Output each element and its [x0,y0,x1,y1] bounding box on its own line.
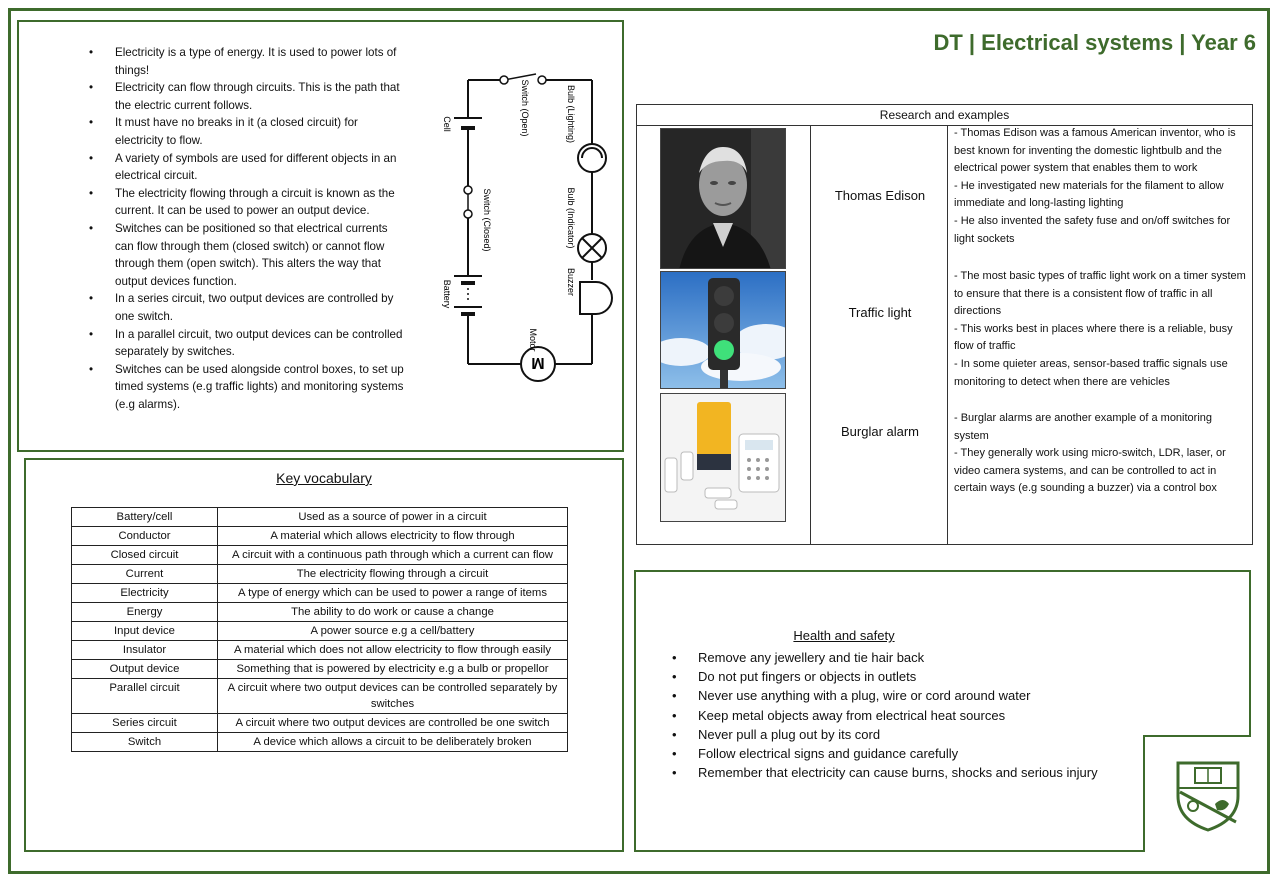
vocab-table [71,507,568,752]
table-row [72,603,568,622]
school-crest-icon [1175,760,1241,832]
table-row [72,527,568,546]
table-row [72,660,568,679]
facts-list [89,44,409,413]
fact-item: • In a parallel circuit, two output devices can be controlled separately by switches. [89,326,409,361]
table-row [72,733,568,752]
motor-letter: M [531,354,545,371]
vocab-panel [24,458,624,852]
closed-switch-symbol [464,186,472,218]
vocab-term: Battery/cell [72,508,218,527]
vocab-term: Switch [72,733,218,752]
vocab-definition: A device which allows a circuit to be deliberately broken [218,733,568,752]
buzzer-symbol [580,282,612,314]
table-row [72,641,568,660]
list-item: • Never use anything with a plug, wire or cord around water [672,686,1098,705]
table-row [72,565,568,584]
vocab-term: Closed circuit [72,546,218,565]
vocab-definition: A material which allows electricity to flow through [218,527,568,546]
battery-label: Battery [442,279,452,309]
fact-item: • Switches can be positioned so that electrical currents can flow through them (closed switch) or cannot flow through them (open switch). This alters the way that output devices function. [89,220,409,290]
research-name: Burglar alarm [840,424,920,439]
vocab-definition: A type of energy which can be used to power a range of items [218,584,568,603]
table-row [72,679,568,714]
research-heading: Research and examples [637,105,1252,126]
vocab-definition: A material which does not allow electricity to flow through easily [218,641,568,660]
bulb-indicator-symbol [578,234,606,262]
switch-open-label: Switch (Open) [520,79,530,137]
fact-item: • The electricity flowing through a circuit is known as the current. It can be used to power an output device. [89,185,409,220]
bulb-lighting-label: Bulb (Lighting) [566,84,576,144]
vocab-term: Insulator [72,641,218,660]
cell-symbol [454,118,482,128]
fact-item: • Switches can be used alongside control boxes, to set up timed systems (e.g traffic lights) and monitoring systems (e.g alarms). [89,361,409,414]
vocab-term: Parallel circuit [72,679,218,714]
vocab-term: Input device [72,622,218,641]
list-item: • Never pull a plug out by its cord [672,725,1098,744]
research-table [636,104,1253,545]
fact-item: • Electricity is a type of energy. It is used to power lots of things! [89,44,409,79]
table-row [72,546,568,565]
vocab-term: Conductor [72,527,218,546]
research-name: Traffic light [848,305,912,320]
health-list [672,648,1098,782]
vocab-term: Current [72,565,218,584]
vocab-definition: A circuit where two output devices are controlled be one switch [218,714,568,733]
table-row [72,714,568,733]
research-description: - Burglar alarms are another example of a monitoring system - They generally work using micro-switch, LDR, laser, or video camera systems, and can be controlled to act in certain ways (e.g sounding a buzzer) via a control box [954,412,1226,495]
research-name: Thomas Edison [834,188,926,203]
vocab-title: Key vocabulary [276,470,372,486]
list-item: • Remember that electricity can cause burns, shocks and serious injury [672,763,1098,782]
table-row [72,508,568,527]
buzzer-label: Buzzer [566,267,576,297]
list-item: • Remove any jewellery and tie hair back [672,648,1098,667]
health-safety-panel [634,570,1252,852]
research-description: - The most basic types of traffic light work on a timer system to ensure that there is a consistent flow of traffic in all directions - This works best in places where there is a reliable, busy flow of traffic - In some quieter areas, sensor-based traffic signals use monitoring to detect when there are vehicles [954,270,1246,388]
bulb-lighting-symbol [578,144,606,172]
battery-symbol [454,276,482,314]
health-title: Health and safety [793,628,895,643]
vocab-definition: A circuit where two output devices can be controlled separately by switches [218,679,568,714]
vocab-definition: The ability to do work or cause a change [218,603,568,622]
burglar-alarm-photo [660,393,786,522]
vocab-term: Energy [72,603,218,622]
fact-item: • It must have no breaks in it (a closed circuit) for electricity to flow. [89,114,409,149]
table-row [72,622,568,641]
facts-panel [17,20,624,452]
circuit-diagram [424,68,624,388]
vocab-definition: A circuit with a continuous path through which a current can flow [218,546,568,565]
traffic-light-photo [660,271,786,389]
cell-label: Cell [442,116,452,132]
switch-closed-label: Switch (Closed) [482,188,492,252]
fact-item: • A variety of symbols are used for different objects in an electrical circuit. [89,150,409,185]
vocab-definition: The electricity flowing through a circuit [218,565,568,584]
edison-photo [660,128,786,269]
vocab-definition: Used as a source of power in a circuit [218,508,568,527]
vocab-definition: Something that is powered by electricity e.g a bulb or propellor [218,660,568,679]
vocab-term: Electricity [72,584,218,603]
vocab-definition: A power source e.g a cell/battery [218,622,568,641]
fact-item: • Electricity can flow through circuits. This is the path that the electric current follows. [89,79,409,114]
vocab-term: Output device [72,660,218,679]
motor-label: Motor [528,328,538,352]
list-item: • Do not put fingers or objects in outlets [672,667,1098,686]
research-description: - Thomas Edison was a famous American inventor, who is best known for inventing the domestic lightbulb and the electrical power system that enables them to work - He investigated new materials for the filament to allow immediate and long-lasting lighting - He also invented the safety fuse and on/off switches for light sockets [954,127,1236,245]
table-row [72,584,568,603]
list-item: • Follow electrical signs and guidance carefully [672,744,1098,763]
vocab-term: Series circuit [72,714,218,733]
list-item: • Keep metal objects away from electrical heat sources [672,706,1098,725]
bulb-indicator-label: Bulb (Indicator) [566,187,576,249]
page-title: DT | Electrical systems | Year 6 [933,30,1256,55]
fact-item: • In a series circuit, two output devices are controlled by one switch. [89,290,409,325]
